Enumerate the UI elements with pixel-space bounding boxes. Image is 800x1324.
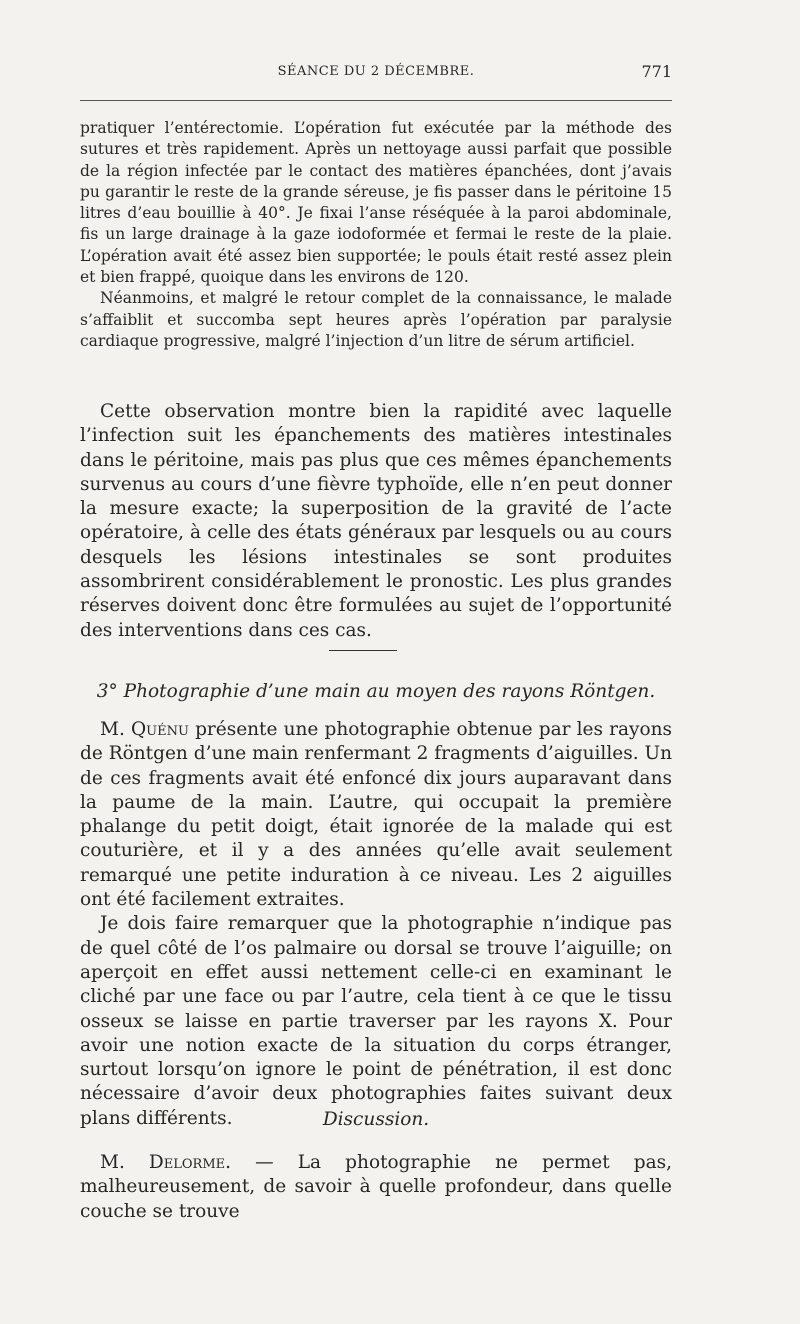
case-paragraph-1: pratiquer l’entérectomie. L’opération fut exécutée par la méthode des sutures et très rapidement. Après un nettoyage aussi parfait que possible de la région infectée par le contact des matières épanchées, dont j’avais pu garantir le reste de la grande séreuse, je fis passer dans le péritoine 15 litres d’eau bouillie à 40°. Je fixai l’anse réséquée à la paroi abdominale, fis un large drainage à la gaze iodoformée et fermai le reste de la plaie. L’opération avait été assez bien supportée; le pouls était resté assez plein et bien frappé, quoique dans les environs de 120.	[80, 119, 672, 287]
section-paragraph-1-text: présente une photographie obtenue par les rayons de Röntgen d’une main renfermant 2 fragments d’aiguilles. Un de ces fragments avait été enfoncé dix jours auparavant dans la paume de la main. L’autre, qui occupait la première phalange du petit doigt, était ignorée de la malade qui est couturière, et il y a des années qu’elle avait seulement remarqué une petite induration à ce niveau. Les 2 aiguilles ont été facilement extraites.	[80, 719, 672, 911]
observation-paragraph: Cette observation montre bien la rapidité avec laquelle l’infection suit les épanchements des matières intestinales dans le péritoine, mais pas plus que ces mêmes épanchements survenus au cours d’une fièvre typhoïde, elle n’en peut donner la mesure exacte; la superposition de la gravité de l’acte opératoire, à celle des états généraux par lesquels ou au cours desquels les lésions intestinales se sont produites assombrirent considérablement le pronostic. Les plus grandes réserves doivent donc être formulées au sujet de l’opportunité des interventions dans ces cas.	[80, 401, 672, 641]
discussion-paragraph	[80, 1151, 672, 1224]
section-paragraph-2: Je dois faire remarquer que la photographie n’indique pas de quel côté de l’os palmaire ou dorsal se trouve l’aiguille; on aperçoit en effet aussi nettement celle-ci en examinant le cliché par une face ou par l’autre, cela tient à ce que le tissu osseux se laisse en partie traverser par les rayons X. Pour avoir une notion exacte de la situation du corps étranger, surtout lorsqu’on ignore le point de pénétration, il est donc nécessaire d’avoir deux photographies faites suivant deux plans différents.	[80, 913, 672, 1129]
discussion-title: Discussion.	[322, 1109, 430, 1130]
header-rule	[80, 100, 672, 101]
discussion-body	[80, 1151, 672, 1224]
section-separator	[329, 650, 397, 651]
page-number: 771	[641, 62, 672, 81]
section-body	[80, 718, 672, 1131]
speaker-delorme: M. Delorme.	[100, 1152, 232, 1173]
case-paragraph-2: Néanmoins, et malgré le retour complet de la connaissance, le malade s’affaiblit et succomba sept heures après l’opération par paralysie cardiaque progressive, malgré l’injection d’un litre de sérum artificiel.	[80, 289, 672, 350]
section-title: 3° Photographie d’une main au moyen des rayons Röntgen.	[96, 681, 656, 702]
running-title: SÉANCE DU 2 DÉCEMBRE.	[277, 64, 475, 79]
section-paragraph-1	[80, 718, 672, 912]
page-header	[80, 64, 672, 86]
discussion-text: — La photographie ne permet pas, malheureusement, de savoir à quelle profondeur, dans quelle couche se trouve	[80, 1152, 672, 1222]
observation-block	[80, 400, 672, 643]
case-report	[80, 118, 672, 352]
speaker-quenu: M. Quénu	[100, 719, 189, 740]
